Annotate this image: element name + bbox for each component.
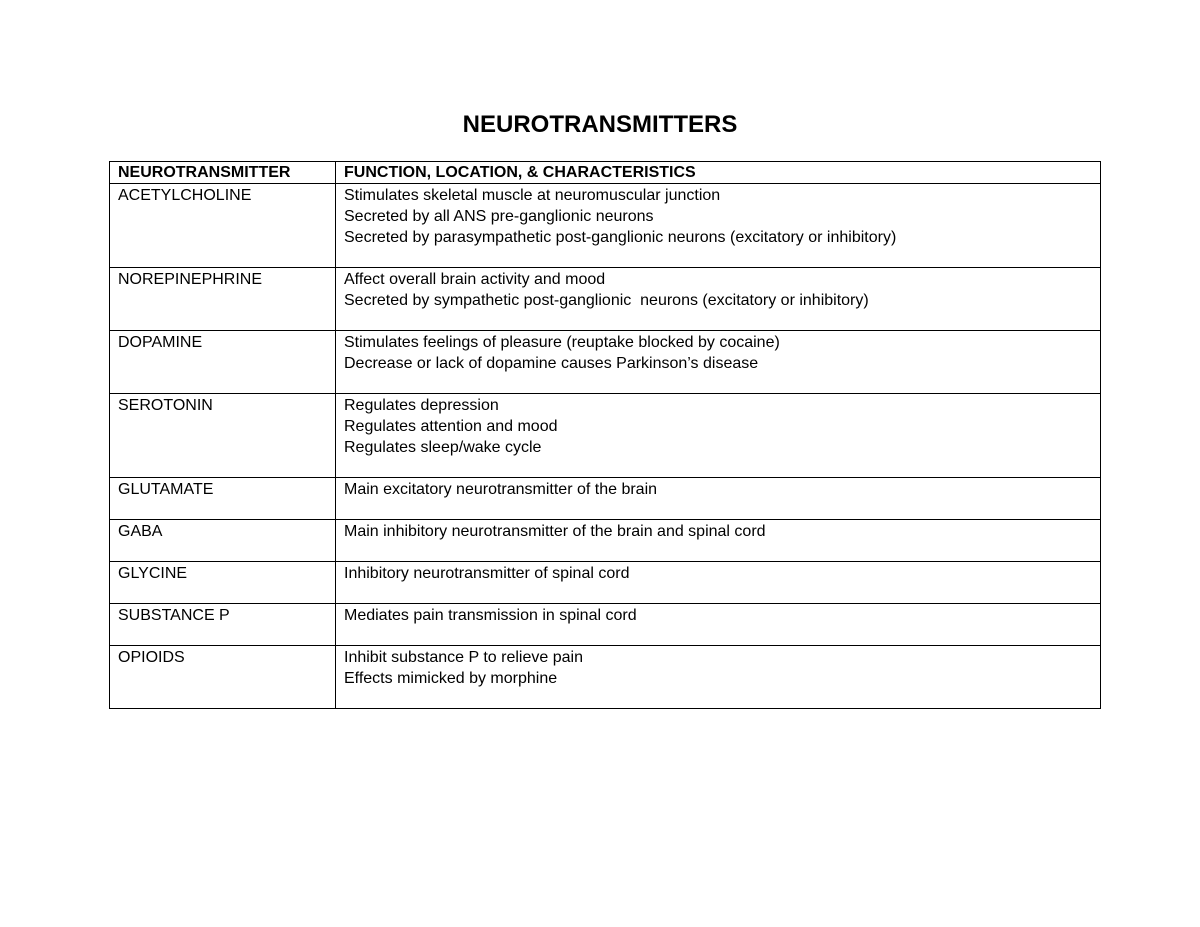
function-cell bbox=[336, 478, 1101, 520]
function-line: Regulates sleep/wake cycle bbox=[344, 439, 542, 456]
function-line: Regulates attention and mood bbox=[344, 418, 558, 435]
function-line: Inhibitory neurotransmitter of spinal cord bbox=[344, 565, 630, 582]
neurotransmitter-name: DOPAMINE bbox=[110, 331, 336, 394]
function-cell bbox=[336, 331, 1101, 394]
neurotransmitter-name: GABA bbox=[110, 520, 336, 562]
table-row bbox=[110, 646, 1101, 709]
function-cell bbox=[336, 268, 1101, 331]
function-line: Decrease or lack of dopamine causes Parkinson’s disease bbox=[344, 355, 759, 372]
page-title: NEUROTRANSMITTERS bbox=[462, 111, 738, 138]
function-cell bbox=[336, 646, 1101, 709]
neurotransmitter-name: OPIOIDS bbox=[110, 646, 336, 709]
table-row bbox=[110, 562, 1101, 604]
neurotransmitter-table bbox=[109, 161, 1101, 709]
function-cell bbox=[336, 604, 1101, 646]
neurotransmitter-name: GLYCINE bbox=[110, 562, 336, 604]
table-row bbox=[110, 331, 1101, 394]
table-header-row bbox=[110, 162, 1101, 184]
function-line: Secreted by sympathetic post-ganglionic neurons (excitatory or inhibitory) bbox=[344, 292, 869, 309]
table-row bbox=[110, 184, 1101, 268]
table-row bbox=[110, 394, 1101, 478]
neurotransmitter-name: SUBSTANCE P bbox=[110, 604, 336, 646]
column-header-neurotransmitter: NEUROTRANSMITTER bbox=[110, 162, 336, 184]
function-line: Regulates depression bbox=[344, 397, 499, 414]
neurotransmitter-name: ACETYLCHOLINE bbox=[110, 184, 336, 268]
neurotransmitter-name: SEROTONIN bbox=[110, 394, 336, 478]
function-cell bbox=[336, 394, 1101, 478]
function-line: Affect overall brain activity and mood bbox=[344, 271, 606, 288]
function-line: Inhibit substance P to relieve pain bbox=[344, 649, 583, 666]
function-line: Secreted by all ANS pre-ganglionic neurons bbox=[344, 208, 654, 225]
table-row bbox=[110, 604, 1101, 646]
function-line: Stimulates feelings of pleasure (reuptake blocked by cocaine) bbox=[344, 334, 780, 351]
function-cell bbox=[336, 562, 1101, 604]
column-header-function: FUNCTION, LOCATION, & CHARACTERISTICS bbox=[336, 162, 1101, 184]
function-cell bbox=[336, 520, 1101, 562]
neurotransmitter-name: GLUTAMATE bbox=[110, 478, 336, 520]
function-line: Effects mimicked by morphine bbox=[344, 670, 558, 687]
function-line: Stimulates skeletal muscle at neuromuscular junction bbox=[344, 187, 721, 204]
neurotransmitter-name: NOREPINEPHRINE bbox=[110, 268, 336, 331]
function-line: Mediates pain transmission in spinal cord bbox=[344, 607, 637, 624]
table-row bbox=[110, 268, 1101, 331]
table-row bbox=[110, 478, 1101, 520]
table-row bbox=[110, 520, 1101, 562]
function-line: Secreted by parasympathetic post-ganglionic neurons (excitatory or inhibitory) bbox=[344, 229, 897, 246]
function-cell bbox=[336, 184, 1101, 268]
function-line: Main inhibitory neurotransmitter of the brain and spinal cord bbox=[344, 523, 766, 540]
function-line: Main excitatory neurotransmitter of the brain bbox=[344, 481, 658, 498]
